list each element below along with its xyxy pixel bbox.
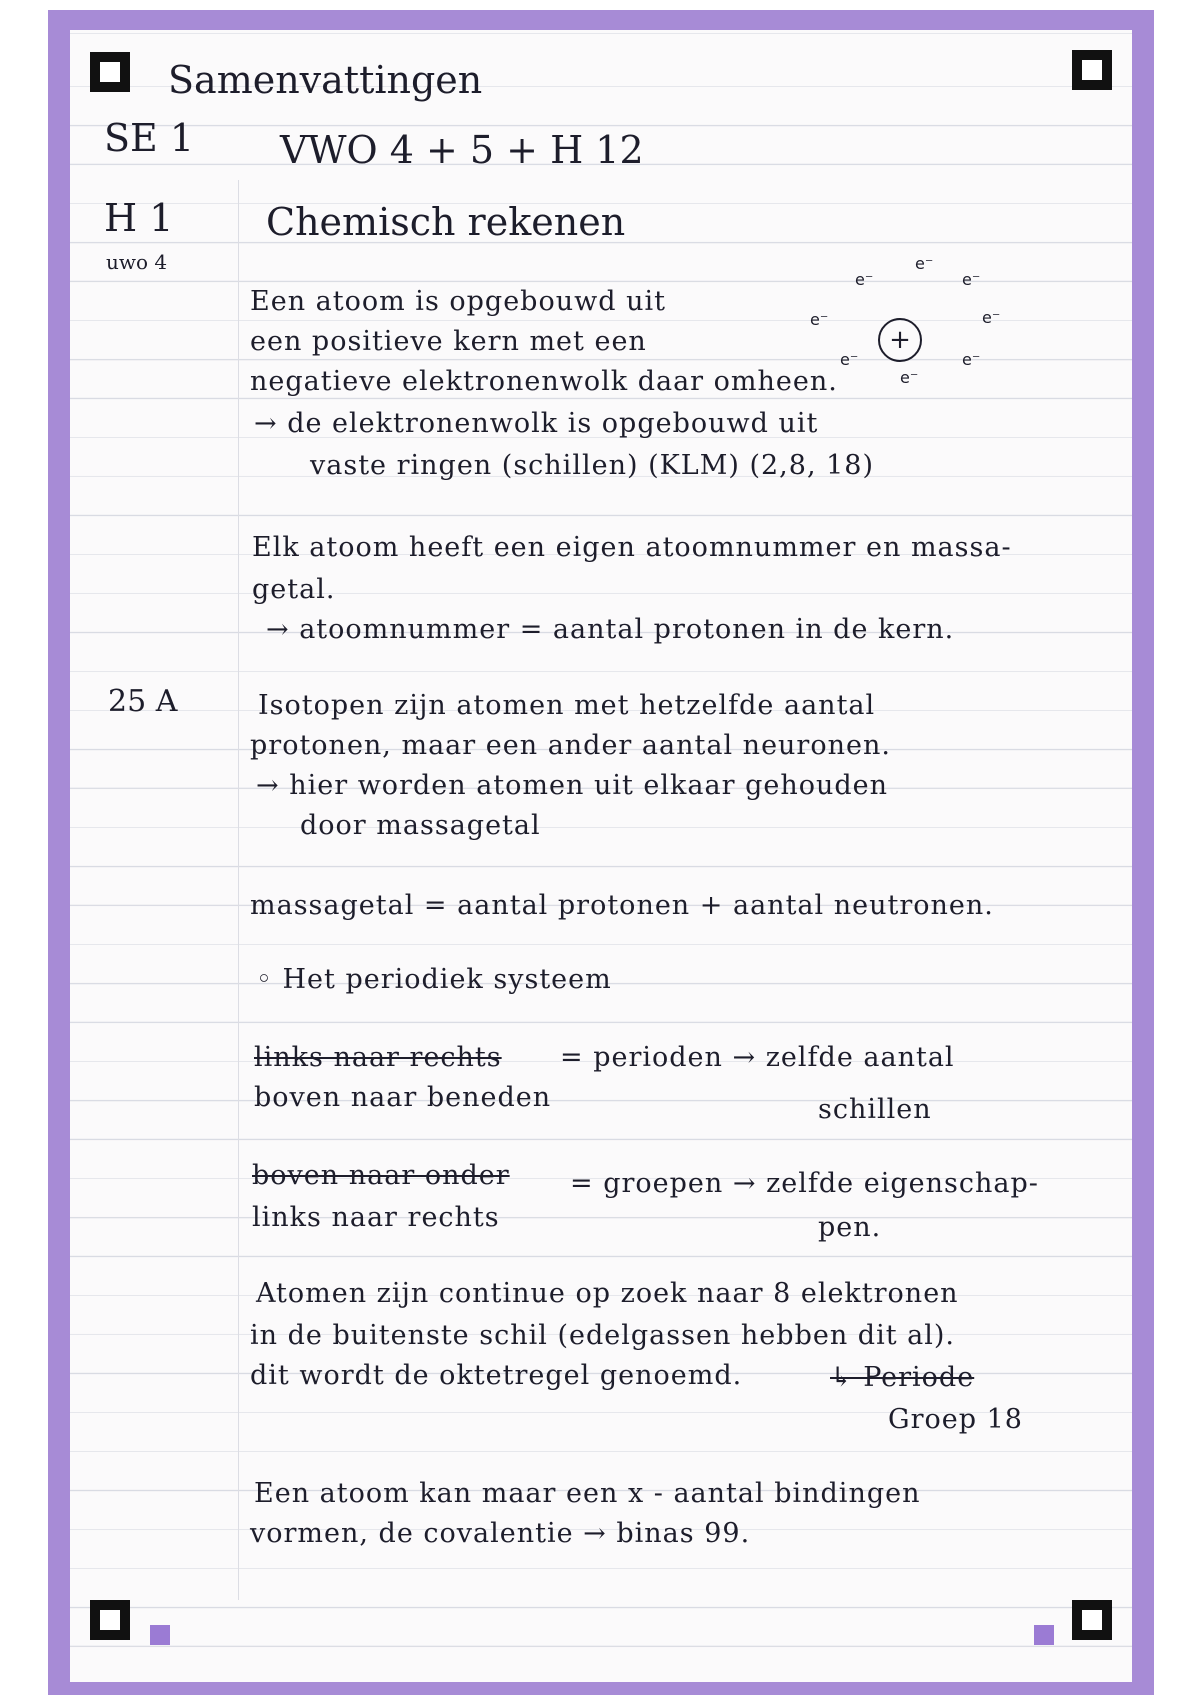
electron-label: e⁻ [900, 368, 919, 387]
electron-label: e⁻ [855, 270, 874, 289]
text-line: Elk atoom heeft een eigen atoomnummer en massa- [252, 532, 1012, 563]
corner-marker-icon [1072, 50, 1112, 90]
chapter-sublabel: uwo 4 [106, 250, 168, 274]
struck-text: ↳ Periode [830, 1362, 975, 1393]
struck-text: links naar rechts [254, 1042, 502, 1073]
chapter-title: Chemisch rekenen [266, 200, 626, 244]
text-line: = groepen → zelfde eigenschap- [570, 1168, 1039, 1199]
electron-label: e⁻ [810, 310, 829, 329]
text-line: Een atoom is opgebouwd uit [250, 286, 666, 317]
electron-label: e⁻ [915, 254, 934, 273]
electron-label: e⁻ [982, 308, 1001, 327]
text-line: → de elektronenwolk is opgebouwd uit [254, 408, 819, 439]
text-line: vormen, de covalentie → binas 99. [250, 1518, 751, 1549]
text-line: Groep 18 [888, 1404, 1023, 1435]
margin-line [238, 180, 239, 1600]
text-line: Isotopen zijn atomen met hetzelfde aantal [258, 690, 876, 721]
atom-diagram [800, 254, 1030, 430]
electron-label: e⁻ [962, 270, 981, 289]
nucleus-icon: + [878, 318, 922, 362]
page-title: Samenvattingen [168, 58, 483, 102]
text-line: links naar rechts [252, 1202, 500, 1233]
purple-square-icon [150, 1625, 170, 1645]
margin-note: 25 A [108, 684, 178, 719]
text-line: door massagetal [300, 810, 541, 841]
electron-label: e⁻ [840, 350, 859, 369]
text-line: negatieve elektronenwolk daar omheen. [250, 366, 838, 397]
text-line: = perioden → zelfde aantal [560, 1042, 955, 1073]
text-line: pen. [818, 1212, 882, 1243]
text-line: → atoomnummer = aantal protonen in de kern. [266, 614, 955, 645]
text-line: vaste ringen (schillen) (KLM) (2,8, 18) [310, 450, 874, 481]
section-heading: ◦ Het periodiek systeem [256, 964, 612, 995]
purple-square-icon [1034, 1625, 1054, 1645]
course-label: VWO 4 + 5 + H 12 [280, 128, 644, 172]
text-line: protonen, maar een ander aantal neuronen. [250, 730, 891, 761]
formula-line: massagetal = aantal protonen + aantal neutronen. [250, 890, 994, 921]
text-line: dit wordt de oktetregel genoemd. [250, 1360, 743, 1391]
text-line: een positieve kern met een [250, 326, 647, 357]
corner-marker-icon [90, 52, 130, 92]
se-label: SE 1 [104, 116, 195, 160]
text-line: Atomen zijn continue op zoek naar 8 elektronen [256, 1278, 959, 1309]
text-line: boven naar beneden [254, 1082, 552, 1113]
text-line: getal. [252, 574, 336, 605]
text-line: Een atoom kan maar een x - aantal bindingen [254, 1478, 921, 1509]
corner-marker-icon [1072, 1600, 1112, 1640]
struck-text: boven naar onder [252, 1160, 510, 1191]
text-line: in de buitenste schil (edelgassen hebben dit al). [250, 1320, 956, 1351]
corner-marker-icon [90, 1600, 130, 1640]
electron-label: e⁻ [962, 350, 981, 369]
text-line: → hier worden atomen uit elkaar gehouden [256, 770, 889, 801]
text-line: schillen [818, 1094, 932, 1125]
chapter-label: H 1 [104, 196, 174, 240]
